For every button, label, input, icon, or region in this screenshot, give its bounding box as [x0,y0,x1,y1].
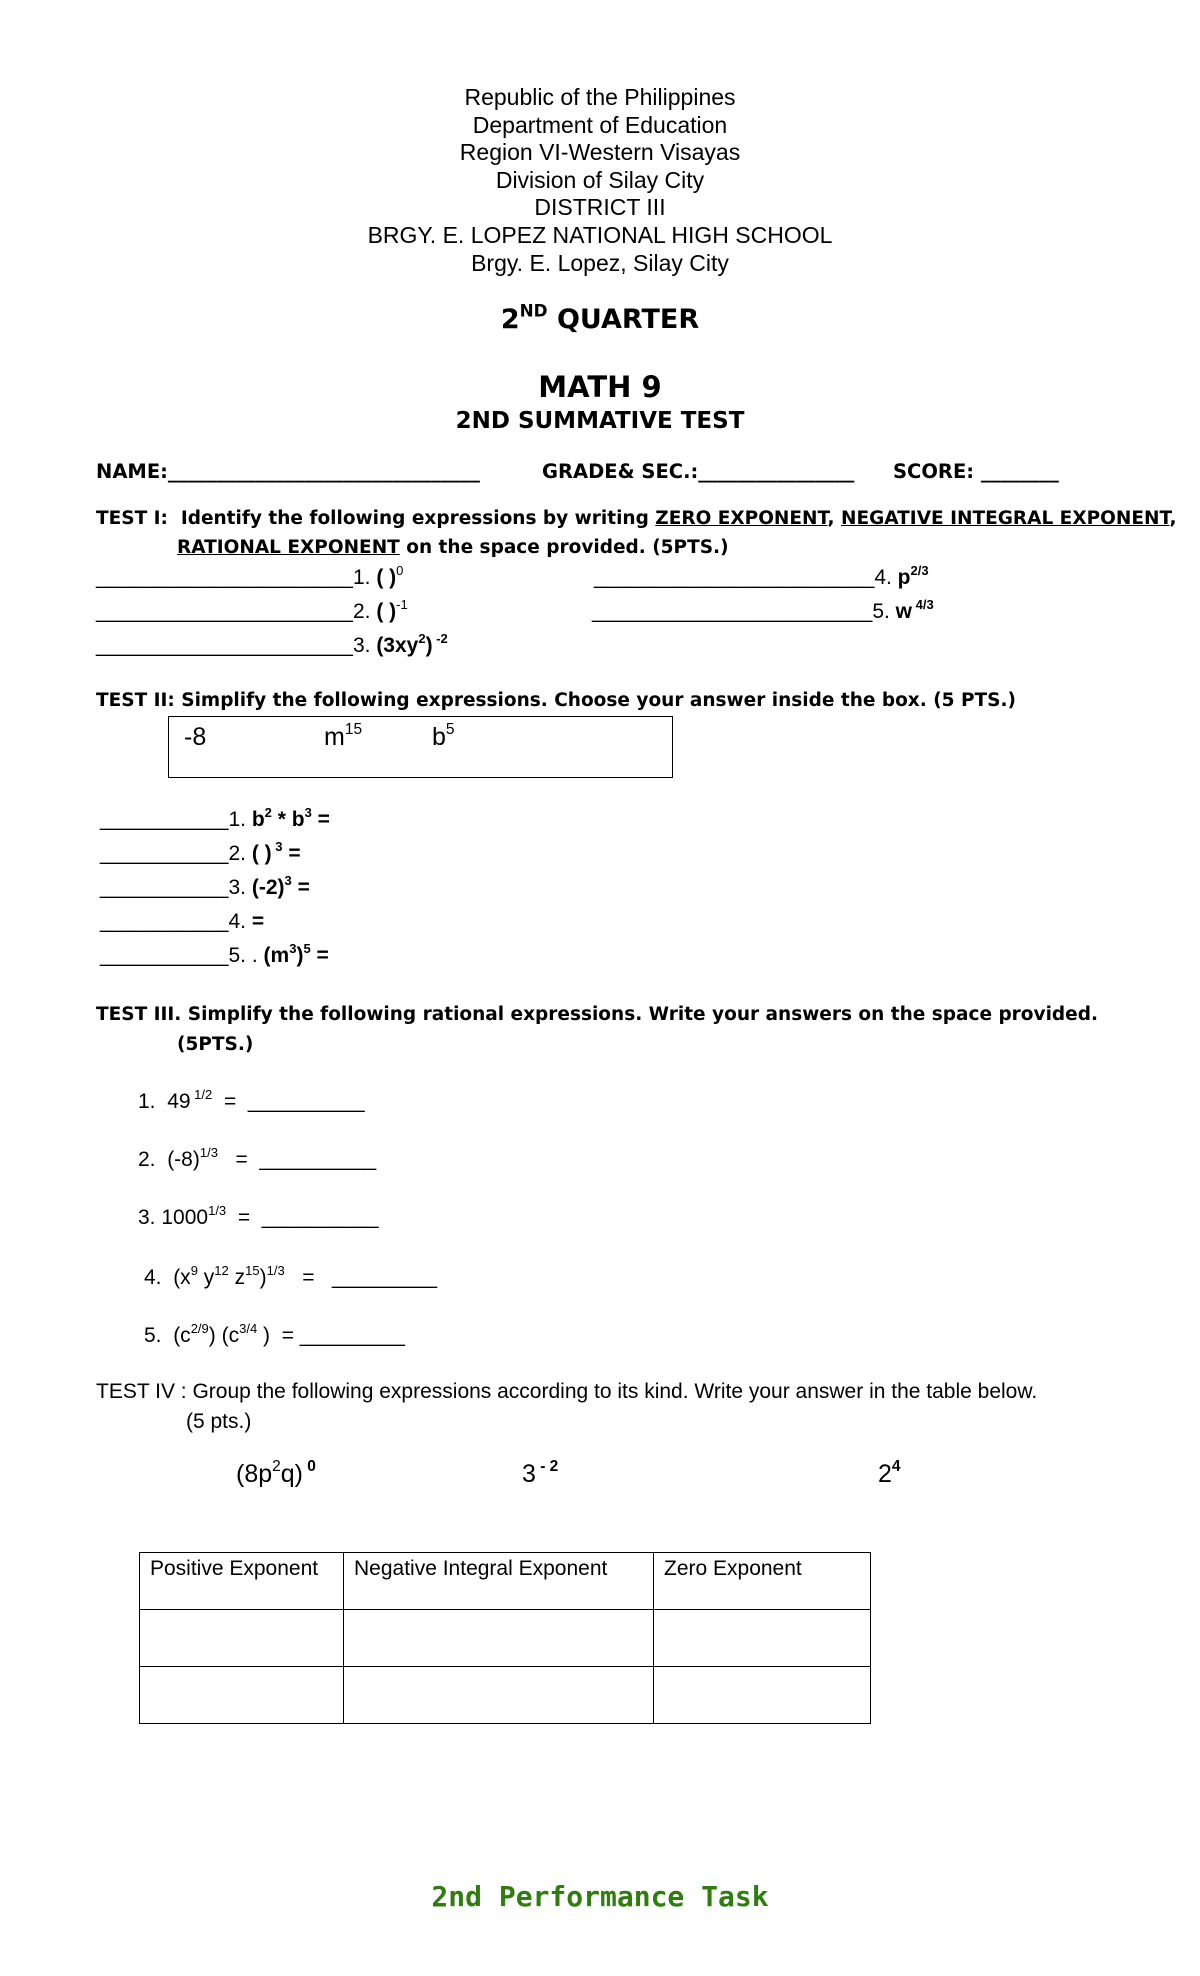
item-exponent: 2/3 [910,562,929,578]
item-equals: = [310,944,329,967]
test2-instructions: TEST II: Simplify the following expressions. Choose your answer inside the box. (5 PTS.) [96,690,1016,711]
choice-base: -8 [184,723,207,751]
item-equals: = [282,842,301,865]
header-line: Region VI-Western Visayas [459,139,741,166]
separator: , [827,508,841,529]
item-exponent: -1 [396,596,408,612]
item-number: 5. [872,600,890,623]
item-expression: (3xy [376,634,419,657]
item-number: 5. . [228,944,258,967]
item-expression: ) (c [208,1324,240,1347]
table-row[interactable] [140,1610,871,1667]
test1-label: TEST I: [96,508,168,529]
test3-item-4[interactable] [144,1262,438,1290]
quarter-suffix: ND [519,300,548,321]
expression-exponent: 4 [891,1458,901,1476]
item-equals: = [302,1266,315,1289]
test1-item-3[interactable] [96,630,448,658]
quarter-number: 2 [500,304,520,335]
table-cell[interactable] [140,1610,344,1667]
quarter-label: QUARTER [547,304,700,335]
choice-b5 [432,723,455,752]
item-expression: ) [296,944,304,967]
answer-blank[interactable]: __________ [261,1206,379,1229]
item-expression: y [197,1266,215,1289]
table-row[interactable] [140,1667,871,1724]
expression-part: q) [280,1460,303,1488]
test1-instr-b: on the space provided. (5PTS.) [399,537,729,558]
expression-8p2q-zero [236,1460,316,1489]
header-line: Division of Silay City [495,166,705,193]
item-expression: ( ) [251,842,272,865]
expression-part: (8p [236,1460,273,1488]
item-expression: b [251,808,265,831]
table-cell[interactable] [654,1610,871,1667]
school-header [0,84,1200,277]
test2-item-3[interactable] [100,872,310,900]
quarter-title [0,300,1200,335]
performance-task-title: 2nd Performance Task [431,1880,769,1913]
item-inner-exponent: 2 [418,630,426,646]
item-number: 3. [228,876,246,899]
answer-blank[interactable]: ___________ [100,876,229,899]
header-line: Brgy. E. Lopez, Silay City [471,249,729,276]
item-equals: = [223,1090,237,1113]
grade-section-field[interactable]: GRADE& SEC.:________________ [542,460,855,483]
item-equals: = [311,808,330,831]
item-expression: z [228,1266,246,1289]
answer-blank[interactable]: ___________ [100,842,229,865]
header-line: DISTRICT III [534,194,666,221]
item-number: 2. [138,1148,156,1171]
choice-base: m [324,723,345,751]
expression-part: 2 [878,1460,892,1488]
item-exponent: 3/4 [239,1320,258,1336]
table-cell[interactable] [140,1667,344,1724]
choice-exponent: 5 [445,721,455,739]
test4-instructions: TEST IV : Group the following expressions according to its kind. Write your answer in the table below. [96,1380,1038,1403]
answer-blank[interactable]: ______________________ [96,634,353,657]
table-cell[interactable] [344,1610,654,1667]
test3-item-1[interactable] [138,1086,365,1114]
item-number: 5. [144,1324,162,1347]
item-number: 4. [874,566,892,589]
expression-exponent: 0 [303,1458,316,1476]
item-exponent: 2/9 [190,1320,209,1336]
item-number: 3. [138,1206,156,1229]
item-exponent: 3 [271,838,283,854]
answer-blank[interactable]: ________________________ [592,600,873,623]
answer-blank[interactable]: ___________ [100,808,229,831]
item-close-paren: ) [257,1324,271,1347]
test2-item-2[interactable] [100,838,301,866]
item-number: 1. [138,1090,156,1113]
answer-blank[interactable]: ______________________ [96,566,353,589]
expression-2-4 [878,1460,901,1489]
expression-exponent: 2 [272,1458,281,1476]
test3-points: (5PTS.) [177,1034,254,1055]
choice-exponent: 15 [344,721,363,739]
header-line: Department of Education [472,111,728,138]
answer-choices-box [168,716,673,778]
rational-exponent-term: RATIONAL EXPONENT [177,537,400,558]
item-equals: = [291,876,310,899]
table-cell[interactable] [654,1667,871,1724]
table-header-row [140,1553,871,1610]
answer-blank[interactable]: ______________________ [96,600,353,623]
test1-instructions-cont [177,537,729,558]
header-line: Republic of the Philippines [464,84,736,110]
item-expression: (-8) [167,1148,200,1171]
subject-title: MATH 9 [538,370,662,404]
item-number: 4. [228,910,246,933]
item-expression: (c [173,1324,191,1347]
header-negative-integral-exponent: Negative Integral Exponent [344,1553,654,1610]
item-expression: 1000 [161,1206,209,1229]
item-exponent: 3 [289,940,297,956]
item-exponent: 2 [264,804,272,820]
item-close-paren: ) [259,1266,267,1289]
score-field[interactable]: SCORE: ________ [893,460,1059,483]
item-expression: p [897,566,911,589]
test2-item-1[interactable] [100,804,330,832]
item-exponent: 9 [190,1262,198,1278]
item-number: 1. [228,808,246,831]
expression-3-neg2 [522,1460,558,1489]
item-expression: 49 [167,1090,191,1113]
answer-blank[interactable]: _________ [331,1266,438,1289]
item-exponent: 4/3 [912,596,934,612]
item-equals: = [235,1148,248,1171]
test1-item-4[interactable] [594,562,929,590]
header-line: BRGY. E. LOPEZ NATIONAL HIGH SCHOOL [367,221,833,248]
test1-item-1[interactable] [96,562,404,590]
item-exponent: 5 [303,940,311,956]
item-expression: (m [263,944,290,967]
item-exponent: 1/3 [199,1144,218,1160]
item-exponent: -2 [432,630,448,646]
expression-part: 3 [522,1460,536,1488]
expression-exponent: - 2 [535,1458,559,1476]
item-expression: (-2) [251,876,285,899]
answer-blank[interactable]: ________________________ [594,566,875,589]
test1-instr-a: Identify the following expressions by writing [180,508,656,529]
item-exponent: 12 [214,1262,229,1278]
test2-item-5[interactable] [100,940,329,968]
item-exponent: 3 [304,804,312,820]
test1-instructions [96,508,1177,529]
header-zero-exponent: Zero Exponent [654,1553,871,1610]
header-positive-exponent: Positive Exponent [140,1553,344,1610]
item-expression: (x [173,1266,191,1289]
negative-exponent-term: NEGATIVE INTEGRAL EXPONENT [841,508,1170,529]
test-name: 2ND SUMMATIVE TEST [455,408,745,434]
item-expression: ( ) [376,566,397,589]
test3-item-3[interactable] [138,1202,379,1230]
item-number: 4. [144,1266,162,1289]
choice-base: b [432,723,446,751]
choice-neg-eight [184,723,206,752]
table-cell[interactable] [344,1667,654,1724]
item-exponent: 3 [284,872,292,888]
separator: , [1169,508,1177,529]
item-number: 2. [228,842,246,865]
test2-item-4[interactable] [100,910,264,934]
test3-item-5[interactable] [144,1320,405,1348]
zero-exponent-term: ZERO EXPONENT [655,508,828,529]
test3-item-2[interactable] [138,1144,377,1172]
item-equals: = [246,910,265,933]
item-expression: ( ) [376,600,397,623]
answer-blank[interactable]: __________ [247,1090,365,1113]
item-number: 3. [352,634,371,657]
answer-blank[interactable]: __________ [259,1148,377,1171]
name-field[interactable]: NAME:________________________________ [96,460,480,483]
answer-blank[interactable]: ___________ [100,910,229,933]
item-equals: = [237,1206,251,1229]
item-exponent: 15 [245,1262,260,1278]
item-exponent: 1/3 [266,1262,285,1278]
item-expression: w [895,600,913,623]
item-expression: * b [271,808,305,831]
grouping-table [139,1552,871,1724]
answer-blank[interactable]: = _________ [281,1324,405,1347]
item-close-paren: ) [425,634,433,657]
item-number: 1. [352,566,371,589]
test4-points: (5 pts.) [186,1410,252,1433]
choice-m15 [324,723,362,752]
test1-item-2[interactable] [96,596,408,624]
answer-blank[interactable]: ___________ [100,944,229,967]
item-exponent: 0 [396,562,404,578]
item-exponent: 1/3 [208,1202,227,1218]
item-exponent: 1/2 [190,1086,213,1102]
test3-instructions: TEST III. Simplify the following rational expressions. Write your answers on the space provided. [96,1004,1098,1025]
test1-item-5[interactable] [592,596,934,624]
item-number: 2. [352,600,371,623]
